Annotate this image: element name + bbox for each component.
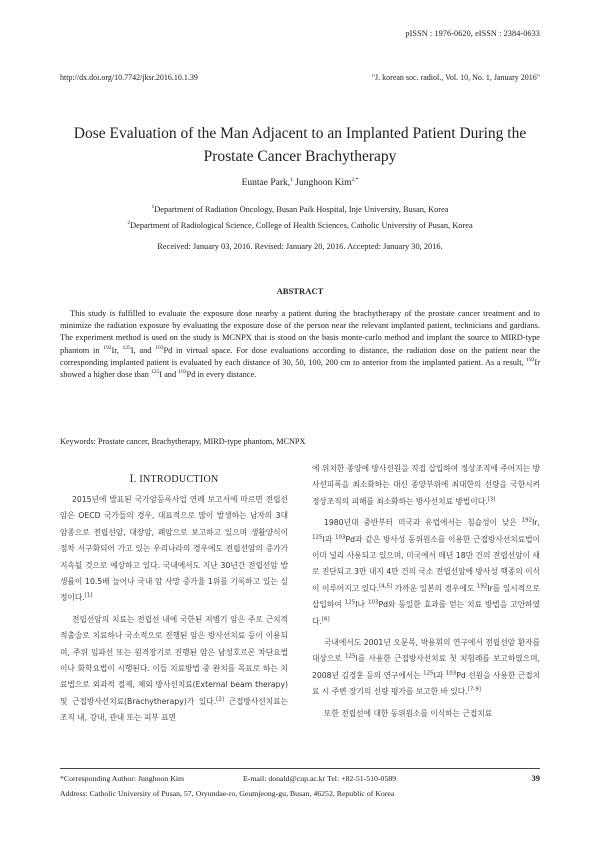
paper-title xyxy=(40,122,560,168)
isotope-mass: 192 xyxy=(526,357,535,364)
received-dates: Received: January 03, 2016. Revised: January 20, 2016. Accepted: January 30, 2016. xyxy=(157,242,443,251)
paragraph-text: 에 위치한 종양에 방사선원을 직접 삽입하여 정상조직에 주어지는 방사선피폭을 최소화하는 대신 종양부위에 최대한의 선량을 국한시켜 정상조직의 피해를 최소화하는 방사선치료 방법이다. xyxy=(312,464,540,506)
corresponding-author: *Corresponding Author: Junghoon Kim xyxy=(60,774,185,783)
isotope-symbol: Ir showed a higher dose than xyxy=(60,357,540,380)
affiliation-2-mark: 2 xyxy=(127,220,131,227)
isotope-symbol: Pd xyxy=(163,345,173,355)
author-2: Junghoon Kim xyxy=(292,178,352,188)
affiliation-2-text: Department of Radiological Science, College of Health Sciences, Catholic University of Pusan, Korea xyxy=(130,221,473,230)
abstract-body xyxy=(60,308,540,381)
isotope-mass: 103 xyxy=(335,534,346,541)
paragraph-text: Pd와 동일한 효과를 얻는 치료 방법을 고안하였다. xyxy=(312,600,540,626)
paragraph xyxy=(312,461,540,510)
citation-ref: [7-9] xyxy=(467,686,481,693)
email-contact[interactable]: E-mail: donald@cup.ac.kr Tel: +82-51-510-0589 xyxy=(243,774,397,783)
paragraph-text: 또한 전립선에 대한 동위원소를 이식하는 근접치료 xyxy=(324,708,493,718)
footnote-divider xyxy=(60,768,540,769)
body-column-left xyxy=(60,492,288,727)
issn-line: pISSN : 1976-0620, eISSN : 2384-0633 xyxy=(405,29,540,38)
paragraph xyxy=(312,515,540,630)
isotope-mass: 125 xyxy=(150,369,160,376)
isotope-mass: 103 xyxy=(445,670,457,677)
isotope-symbol: Ir, xyxy=(111,345,123,355)
abstract-text-1: This study is fulfilled to evaluate the exposure dose nearby a patient during the brachytherapy of the prostate cancer treatment and to minimize the radiation exposure by evaluating the exposure dose of the person near the relevant implanted patient, technicians and gardians. The experiment method is used on the study is MCNPX that is stood on the basis monte-carlo method and implant the source to MIRD-type phantom in xyxy=(60,309,540,355)
paragraph-text: Ir, xyxy=(532,518,540,528)
author-list xyxy=(60,178,540,188)
isotope-symbol: Pd in every distance. xyxy=(186,370,257,380)
citation-ref: [4,5] xyxy=(379,583,393,590)
paragraph-text: I과 xyxy=(433,670,446,680)
paragraph-text: 국내에서도 2001년 오문목, 박용휘의 연구에서 전립선암 환자를 대상으로 xyxy=(312,638,540,664)
title-line-2: Prostate Cancer Brachytherapy xyxy=(203,148,397,165)
isotope-mass: 192 xyxy=(521,517,533,524)
citation-ref: [6] xyxy=(321,616,330,623)
isotope-symbol: I and xyxy=(159,370,179,380)
keywords-line: Keywords: Prostate cancer, Brachytherapy, MIRD-type phantom, MCNPX xyxy=(60,437,306,446)
isotope-mass: 192 xyxy=(103,344,112,351)
paragraph-text: Ir를 일시적으로 삽입하여 xyxy=(312,583,540,610)
body-column-right xyxy=(312,461,540,722)
paragraph xyxy=(312,706,540,722)
citation-ref: [2] xyxy=(216,696,224,703)
paragraph xyxy=(312,635,540,701)
paragraph-text: I를 사용한 근접방사선치료 첫 치험례를 보고하였으며, 2008년 김경훈 등의 연구에서는 xyxy=(312,654,540,680)
isotope-mass: 103 xyxy=(368,599,379,606)
affiliation-2 xyxy=(60,221,540,230)
paragraph-text: I나 xyxy=(355,600,369,610)
abstract-text-2: in virtual space. For dose evaluations according to distance, the radiation dose on the patient near the corresponding implanted patient is evaluated by each distance of 30, 50, 100, 200 cm to anterior from the implanted patient. As a result, xyxy=(60,345,540,367)
isotope-mass: 103 xyxy=(178,369,187,376)
corresponding-author-note xyxy=(60,774,184,783)
paragraph-text: 1980년대 중반부터 미국과 유럽에서는 침습성이 낮은 xyxy=(324,518,522,528)
isotope-mass: 125 xyxy=(122,344,131,351)
affiliation-1-text: Department of Radiation Oncology, Busan Paik Hospital, Inje University, Busan, Korea xyxy=(154,205,449,214)
isotope-mass: 192 xyxy=(476,583,488,590)
paragraph-text: I과 xyxy=(322,534,336,544)
paragraph xyxy=(60,492,288,607)
affiliation-1-mark: 1 xyxy=(151,204,155,211)
citation-ref: [1] xyxy=(84,592,93,599)
paragraph-text: Pd 선원을 사용한 근접치료 시 주변 장기의 선량 평가를 보고한 바 있다. xyxy=(312,670,541,697)
isotope-mass: 103 xyxy=(155,344,164,351)
affiliation-1 xyxy=(60,205,540,214)
paragraph-text: 가까운 일본의 경우에도 xyxy=(392,583,477,593)
isotope-mass: 125 xyxy=(423,670,434,677)
page-number: 39 xyxy=(531,773,540,783)
address-note: Address: Catholic University of Pusan, 57, Oryundae-ro, Geumjeong-gu, Busan, 46252, Republic of Korea xyxy=(60,789,395,798)
paragraph-text: 2015년에 발표된 국가암등록사업 연례 보고서에 따르면 전립선암은 OECD 국가들의 경우, 대표적으로 많이 발생하는 남자의 3대 암종으로 전립선암, 대장암, 폐암으로 보고하고 있으며 생활양식이 점차 서구화되어 가고 있는 우리나라의 경우에도 전립선암의 증가가 지속될 것으로 예상하고 있다. 국내에서도 지난 30년간 전립선암 발생률이 10.5배 늘어나 국내 암 사망 증가율 1위를 기록하고 있는 실정이다. xyxy=(60,495,288,603)
isotope-mass: 125 xyxy=(312,534,323,541)
paragraph xyxy=(60,612,288,727)
paragraph-text: 근접방사선치료는 조직 내, 강내, 관내 또는 피부 표면 xyxy=(60,696,288,723)
author-1-affil-mark: 1 xyxy=(290,176,293,183)
journal-citation: "J. korean soc. radiol., Vol. 10, No. 1, January 2016" xyxy=(371,73,540,82)
isotope-mass: 125 xyxy=(344,599,356,606)
contact-info xyxy=(243,774,396,783)
doi-link[interactable]: http://dx.doi.org/10.7742/jksr.2016.10.1.39 xyxy=(60,73,198,82)
author-2-affil-mark: 2,* xyxy=(351,176,359,183)
title-line-1: Dose Evaluation of the Man Adjacent to an Implanted Patient During the xyxy=(73,125,527,142)
abstract-heading: ABSTRACT xyxy=(276,286,324,296)
paragraph-text: 전립선암의 치료는 전립선 내에 국한된 저병기 암은 주로 근치적 적출술로 치료하나 국소적으로 진행된 암은 방사선치료 등이 이용되며, 주위 임파선 또는 원격장기로 진행된 암은 남성호르몬 차단요법이나 화학요법이 시행된다. 이들 치료방법 중 완치를 목표로 하는 치료법으로 외과적 절제, 체외 방사선치료(External beam therapy) 및 근접방사선치료(Brachytherapy)가 있다. xyxy=(60,614,288,706)
isotope-mass: 125 xyxy=(345,653,356,660)
paragraph-text: Pd과 같은 방사성 동위원소를 이용한 근접방사선치료법이 이미 널리 사용되고 있으며, 미국에서 매년 18만 건의 전립선암이 새로 진단되고 3만 내지 4만 건의 국소 전립선암에 방사성 핵종의 이식이 이루어지고 있다. xyxy=(312,534,540,593)
isotope-symbol: I, and xyxy=(130,345,156,355)
author-1: Euntae Park, xyxy=(241,178,291,188)
citation-ref: [3] xyxy=(487,496,496,503)
section-heading-introduction: Ⅰ. INTRODUCTION xyxy=(129,474,219,485)
